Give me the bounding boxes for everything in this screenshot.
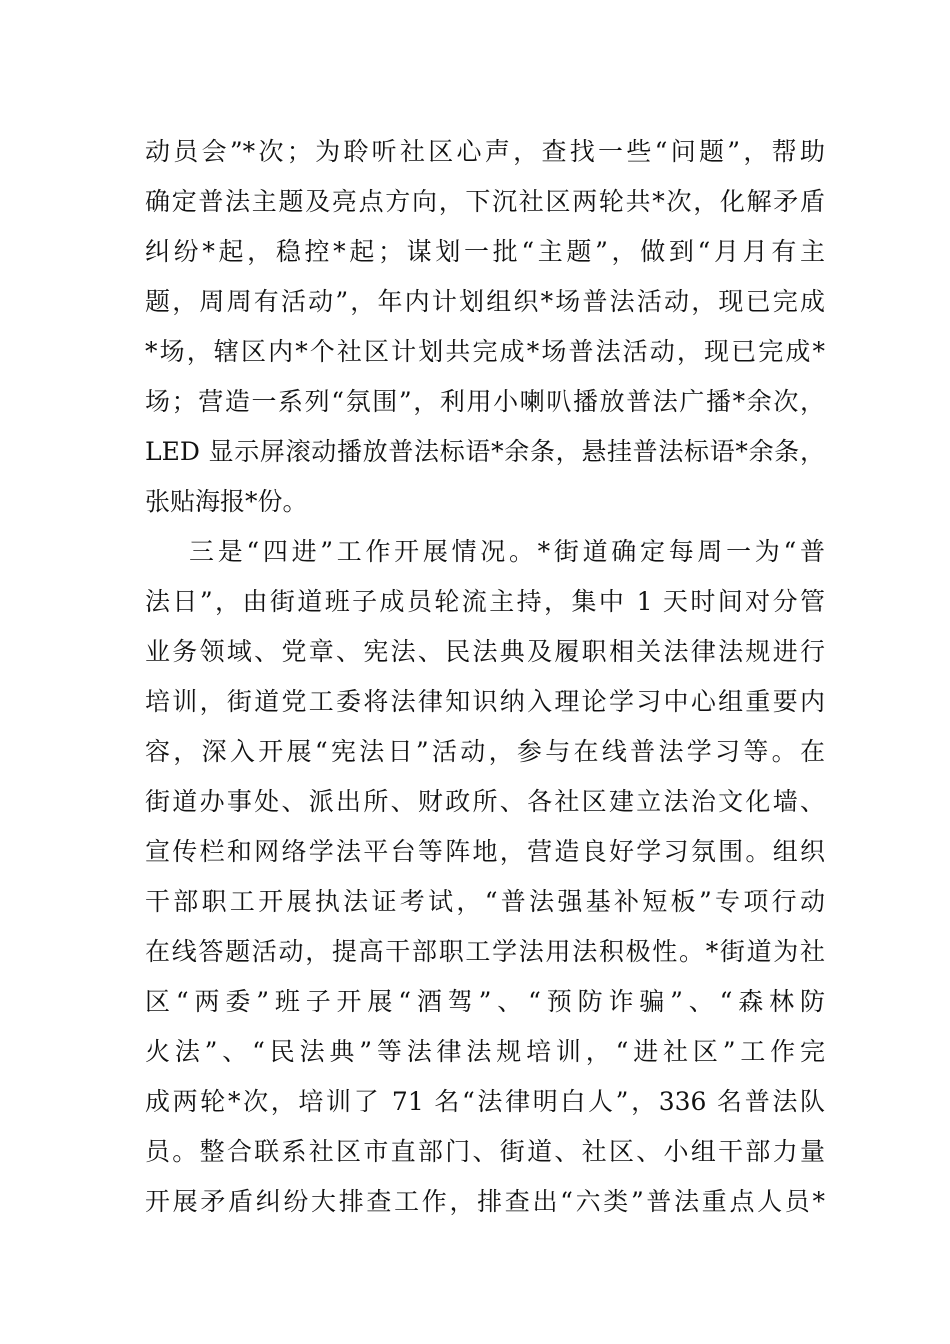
text-line-10: 法日”，由街道班子成员轮流主持，集中 1 天时间对分管 [145,587,825,616]
text-line-11: 业务领域、党章、宪法、民法典及履职相关法律法规进行 [145,637,825,666]
text-line-2: 确定普法主题及亮点方向，下沉社区两轮共*次，化解矛盾 [145,187,825,216]
text-line-6: 场；营造一系列“氛围”，利用小喇叭播放普法广播*余次， [145,387,825,416]
text-line-7: LED 显示屏滚动播放普法标语*余条，悬挂普法标语*余条， [145,437,825,466]
text-line-14: 街道办事处、派出所、财政所、各社区建立法治文化墙、 [145,787,825,816]
text-line-16: 干部职工开展执法证考试，“普法强基补短板”专项行动 [145,887,825,916]
text-line-18: 区“两委”班子开展“酒驾”、“预防诈骗”、“森林防 [145,987,825,1016]
text-line-20: 成两轮*次，培训了 71 名“法律明白人”，336 名普法队 [145,1087,825,1116]
paragraph-start-line: 三是“四进”工作开展情况。*街道确定每周一为“普 [189,537,825,566]
text-line-22: 开展矛盾纠纷大排查工作，排查出“六类”普法重点人员* [145,1187,825,1216]
text-line-13: 容，深入开展“宪法日”活动，参与在线普法学习等。在 [145,737,825,766]
text-line-1: 动员会”*次；为聆听社区心声，查找一些“问题”，帮助 [145,137,825,166]
text-line-21: 员。整合联系社区市直部门、街道、社区、小组干部力量 [145,1137,825,1166]
text-line-15: 宣传栏和网络学法平台等阵地，营造良好学习氛围。组织 [145,837,825,866]
text-line-5: *场，辖区内*个社区计划共完成*场普法活动，现已完成* [145,337,825,366]
text-line-4: 题，周周有活动”，年内计划组织*场普法活动，现已完成 [145,287,825,316]
text-line-19: 火法”、“民法典”等法律法规培训，“进社区”工作完 [145,1037,825,1066]
text-line-3: 纠纷*起，稳控*起；谋划一批“主题”，做到“月月有主 [145,237,825,266]
text-line-12: 培训，街道党工委将法律知识纳入理论学习中心组重要内 [145,687,825,716]
text-line-17: 在线答题活动，提高干部职工学法用法积极性。*街道为社 [145,937,825,966]
text-line-8: 张贴海报*份。 [145,487,308,516]
